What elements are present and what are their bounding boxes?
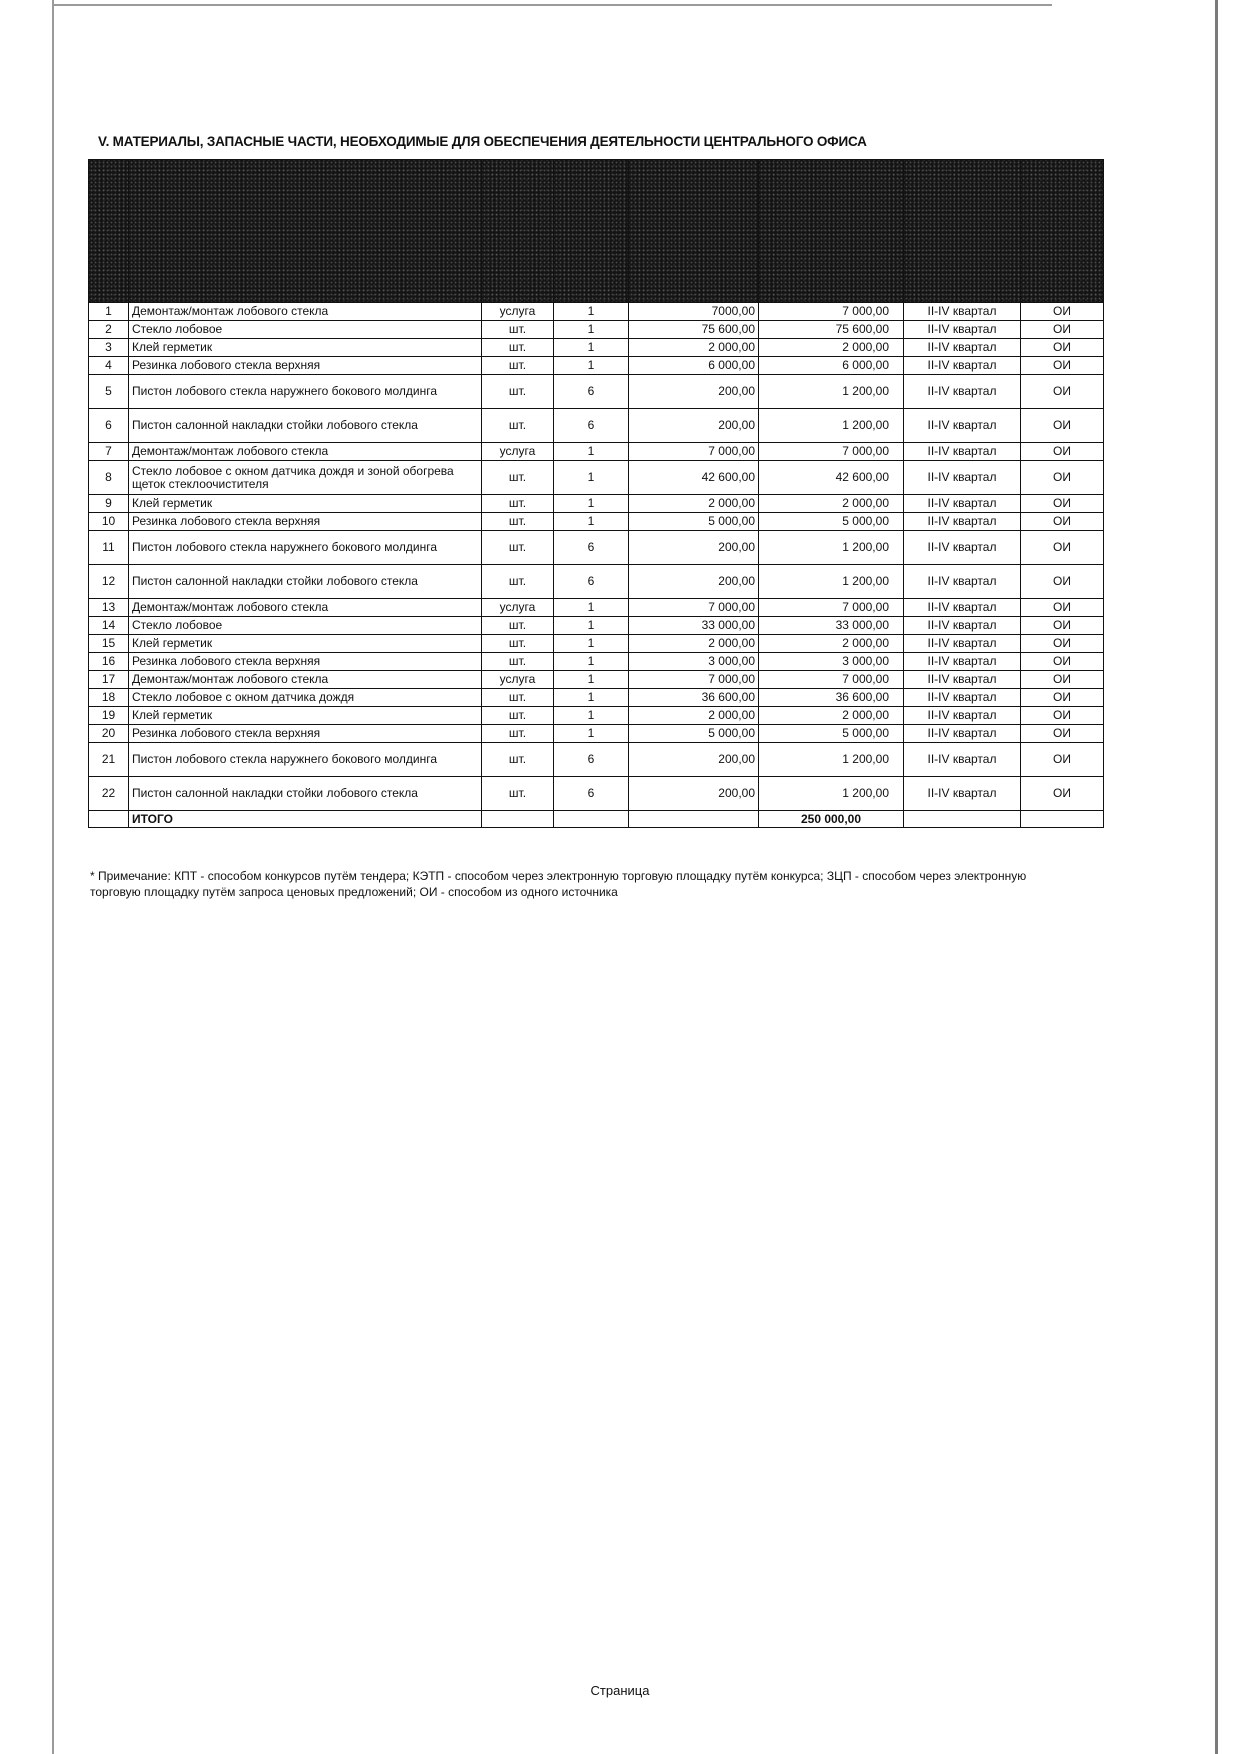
- price-cell: 200,00: [629, 531, 759, 565]
- price-cell: 3 000,00: [629, 653, 759, 671]
- unit-cell: шт.: [482, 357, 554, 375]
- table-row: [89, 461, 1104, 495]
- unit-cell: шт.: [482, 635, 554, 653]
- sum-cell: 2 000,00: [759, 707, 904, 725]
- price-cell: 6 000,00: [629, 357, 759, 375]
- item-name: Стекло лобовое: [129, 617, 482, 635]
- row-number: 16: [89, 653, 129, 671]
- item-name: Пистон лобового стекла наружнего бокового молдинга: [129, 375, 482, 409]
- quantity-cell: 1: [554, 303, 629, 321]
- method-cell: ОИ: [1021, 375, 1104, 409]
- method-cell: ОИ: [1021, 777, 1104, 811]
- method-cell: ОИ: [1021, 339, 1104, 357]
- empty-cell: [89, 811, 129, 828]
- quantity-cell: 1: [554, 617, 629, 635]
- unit-cell: услуга: [482, 443, 554, 461]
- item-name: Пистон салонной накладки стойки лобового стекла: [129, 565, 482, 599]
- sum-cell: 75 600,00: [759, 321, 904, 339]
- item-name: Стекло лобовое с окном датчика дождя и зоной обогрева щеток стеклоочистителя: [129, 461, 482, 495]
- period-cell: II-IV квартал: [904, 689, 1021, 707]
- period-cell: II-IV квартал: [904, 599, 1021, 617]
- period-cell: II-IV квартал: [904, 375, 1021, 409]
- quantity-cell: 1: [554, 671, 629, 689]
- unit-cell: шт.: [482, 409, 554, 443]
- row-number: 3: [89, 339, 129, 357]
- method-cell: ОИ: [1021, 409, 1104, 443]
- sum-cell: 1 200,00: [759, 531, 904, 565]
- item-name: Резинка лобового стекла верхняя: [129, 653, 482, 671]
- unit-cell: услуга: [482, 303, 554, 321]
- period-cell: II-IV квартал: [904, 461, 1021, 495]
- price-cell: 200,00: [629, 743, 759, 777]
- method-cell: ОИ: [1021, 599, 1104, 617]
- table-row: [89, 635, 1104, 653]
- sum-cell: 33 000,00: [759, 617, 904, 635]
- sum-cell: 1 200,00: [759, 409, 904, 443]
- sum-cell: 7 000,00: [759, 671, 904, 689]
- table-row: [89, 617, 1104, 635]
- unit-cell: шт.: [482, 653, 554, 671]
- price-cell: 200,00: [629, 777, 759, 811]
- table-row: [89, 375, 1104, 409]
- row-number: 14: [89, 617, 129, 635]
- sum-cell: 1 200,00: [759, 743, 904, 777]
- table-header-obscured: [89, 160, 1104, 303]
- table-row: [89, 531, 1104, 565]
- row-number: 20: [89, 725, 129, 743]
- price-cell: 5 000,00: [629, 513, 759, 531]
- method-cell: ОИ: [1021, 531, 1104, 565]
- quantity-cell: 6: [554, 777, 629, 811]
- table-row: [89, 443, 1104, 461]
- quantity-cell: 1: [554, 635, 629, 653]
- sum-cell: 42 600,00: [759, 461, 904, 495]
- item-name: Стекло лобовое с окном датчика дождя: [129, 689, 482, 707]
- item-name: Пистон салонной накладки стойки лобового стекла: [129, 777, 482, 811]
- table-row: [89, 565, 1104, 599]
- sum-cell: 2 000,00: [759, 495, 904, 513]
- quantity-cell: 1: [554, 513, 629, 531]
- scan-edge-top: [52, 4, 1052, 6]
- quantity-cell: 1: [554, 707, 629, 725]
- method-cell: ОИ: [1021, 443, 1104, 461]
- sum-cell: 5 000,00: [759, 513, 904, 531]
- quantity-cell: 6: [554, 565, 629, 599]
- sum-cell: 7 000,00: [759, 443, 904, 461]
- period-cell: II-IV квартал: [904, 357, 1021, 375]
- table-row: [89, 409, 1104, 443]
- quantity-cell: 1: [554, 443, 629, 461]
- method-cell: ОИ: [1021, 707, 1104, 725]
- unit-cell: шт.: [482, 725, 554, 743]
- table-row: [89, 743, 1104, 777]
- period-cell: II-IV квартал: [904, 671, 1021, 689]
- row-number: 13: [89, 599, 129, 617]
- item-name: Демонтаж/монтаж лобового стекла: [129, 671, 482, 689]
- row-number: 22: [89, 777, 129, 811]
- item-name: Клей герметик: [129, 495, 482, 513]
- period-cell: II-IV квартал: [904, 409, 1021, 443]
- method-cell: ОИ: [1021, 495, 1104, 513]
- item-name: Резинка лобового стекла верхняя: [129, 513, 482, 531]
- price-cell: 5 000,00: [629, 725, 759, 743]
- item-name: Пистон лобового стекла наружнего бокового молдинга: [129, 531, 482, 565]
- table-row: [89, 707, 1104, 725]
- unit-cell: шт.: [482, 707, 554, 725]
- period-cell: II-IV квартал: [904, 777, 1021, 811]
- row-number: 11: [89, 531, 129, 565]
- period-cell: II-IV квартал: [904, 531, 1021, 565]
- empty-cell: [904, 811, 1021, 828]
- period-cell: II-IV квартал: [904, 513, 1021, 531]
- item-name: Клей герметик: [129, 707, 482, 725]
- quantity-cell: 1: [554, 495, 629, 513]
- quantity-cell: 6: [554, 743, 629, 777]
- sum-cell: 36 600,00: [759, 689, 904, 707]
- item-name: Демонтаж/монтаж лобового стекла: [129, 599, 482, 617]
- method-cell: ОИ: [1021, 689, 1104, 707]
- unit-cell: шт.: [482, 743, 554, 777]
- period-cell: II-IV квартал: [904, 725, 1021, 743]
- table-row: [89, 671, 1104, 689]
- empty-cell: [1021, 811, 1104, 828]
- row-number: 18: [89, 689, 129, 707]
- table-row: [89, 339, 1104, 357]
- table-row: [89, 653, 1104, 671]
- sum-cell: 7 000,00: [759, 303, 904, 321]
- price-cell: 200,00: [629, 375, 759, 409]
- method-cell: ОИ: [1021, 321, 1104, 339]
- price-cell: 2 000,00: [629, 707, 759, 725]
- row-number: 2: [89, 321, 129, 339]
- item-name: Пистон салонной накладки стойки лобового стекла: [129, 409, 482, 443]
- period-cell: II-IV квартал: [904, 635, 1021, 653]
- unit-cell: шт.: [482, 531, 554, 565]
- method-cell: ОИ: [1021, 565, 1104, 599]
- row-number: 19: [89, 707, 129, 725]
- method-cell: ОИ: [1021, 513, 1104, 531]
- row-number: 1: [89, 303, 129, 321]
- table-row: [89, 303, 1104, 321]
- row-number: 7: [89, 443, 129, 461]
- unit-cell: шт.: [482, 461, 554, 495]
- method-cell: ОИ: [1021, 725, 1104, 743]
- item-name: Демонтаж/монтаж лобового стекла: [129, 303, 482, 321]
- unit-cell: шт.: [482, 375, 554, 409]
- method-cell: ОИ: [1021, 653, 1104, 671]
- period-cell: II-IV квартал: [904, 495, 1021, 513]
- price-cell: 2 000,00: [629, 339, 759, 357]
- period-cell: II-IV квартал: [904, 339, 1021, 357]
- row-number: 6: [89, 409, 129, 443]
- period-cell: II-IV квартал: [904, 617, 1021, 635]
- unit-cell: шт.: [482, 339, 554, 357]
- page-label: Страница: [590, 1683, 650, 1698]
- empty-cell: [482, 811, 554, 828]
- row-number: 15: [89, 635, 129, 653]
- price-cell: 200,00: [629, 565, 759, 599]
- price-cell: 75 600,00: [629, 321, 759, 339]
- unit-cell: шт.: [482, 565, 554, 599]
- unit-cell: шт.: [482, 513, 554, 531]
- item-name: Резинка лобового стекла верхняя: [129, 357, 482, 375]
- quantity-cell: 6: [554, 531, 629, 565]
- price-cell: 7 000,00: [629, 599, 759, 617]
- method-cell: ОИ: [1021, 743, 1104, 777]
- method-cell: ОИ: [1021, 671, 1104, 689]
- quantity-cell: 1: [554, 357, 629, 375]
- row-number: 17: [89, 671, 129, 689]
- row-number: 9: [89, 495, 129, 513]
- empty-cell: [629, 811, 759, 828]
- row-number: 12: [89, 565, 129, 599]
- unit-cell: шт.: [482, 495, 554, 513]
- quantity-cell: 1: [554, 725, 629, 743]
- price-cell: 200,00: [629, 409, 759, 443]
- sum-cell: 7 000,00: [759, 599, 904, 617]
- method-cell: ОИ: [1021, 617, 1104, 635]
- item-name: Резинка лобового стекла верхняя: [129, 725, 482, 743]
- total-sum: 250 000,00: [759, 811, 904, 828]
- row-number: 4: [89, 357, 129, 375]
- item-name: Клей герметик: [129, 339, 482, 357]
- period-cell: II-IV квартал: [904, 303, 1021, 321]
- method-cell: ОИ: [1021, 357, 1104, 375]
- table-row: [89, 777, 1104, 811]
- unit-cell: шт.: [482, 689, 554, 707]
- table-row: [89, 725, 1104, 743]
- sum-cell: 6 000,00: [759, 357, 904, 375]
- quantity-cell: 1: [554, 339, 629, 357]
- row-number: 8: [89, 461, 129, 495]
- method-cell: ОИ: [1021, 635, 1104, 653]
- row-number: 5: [89, 375, 129, 409]
- price-cell: 36 600,00: [629, 689, 759, 707]
- materials-table: [88, 159, 1104, 828]
- sum-cell: 3 000,00: [759, 653, 904, 671]
- total-row: [89, 811, 1104, 828]
- sum-cell: 1 200,00: [759, 375, 904, 409]
- unit-cell: шт.: [482, 777, 554, 811]
- quantity-cell: 1: [554, 689, 629, 707]
- method-cell: ОИ: [1021, 303, 1104, 321]
- scan-edge-right: [1215, 0, 1218, 1754]
- quantity-cell: 1: [554, 321, 629, 339]
- quantity-cell: 1: [554, 461, 629, 495]
- table-row: [89, 321, 1104, 339]
- quantity-cell: 6: [554, 409, 629, 443]
- quantity-cell: 1: [554, 599, 629, 617]
- price-cell: 2 000,00: [629, 635, 759, 653]
- table-row: [89, 513, 1104, 531]
- price-cell: 7 000,00: [629, 443, 759, 461]
- quantity-cell: 1: [554, 653, 629, 671]
- item-name: Пистон лобового стекла наружнего бокового молдинга: [129, 743, 482, 777]
- footnote: * Примечание: КПТ - способом конкурсов путём тендера; КЭТП - способом через электронную торговую площадку путём конкурса; ЗЦП - способом через электронную торговую площадку путём запроса ценовых предложений; ОИ - способом из одного источника: [90, 869, 1027, 899]
- unit-cell: услуга: [482, 671, 554, 689]
- unit-cell: шт.: [482, 617, 554, 635]
- table-row: [89, 357, 1104, 375]
- price-cell: 7 000,00: [629, 671, 759, 689]
- period-cell: II-IV квартал: [904, 565, 1021, 599]
- period-cell: II-IV квартал: [904, 743, 1021, 777]
- method-cell: ОИ: [1021, 461, 1104, 495]
- sum-cell: 2 000,00: [759, 635, 904, 653]
- table-row: [89, 495, 1104, 513]
- period-cell: II-IV квартал: [904, 321, 1021, 339]
- period-cell: II-IV квартал: [904, 443, 1021, 461]
- item-name: Клей герметик: [129, 635, 482, 653]
- price-cell: 42 600,00: [629, 461, 759, 495]
- sum-cell: 5 000,00: [759, 725, 904, 743]
- unit-cell: шт.: [482, 321, 554, 339]
- sum-cell: 2 000,00: [759, 339, 904, 357]
- period-cell: II-IV квартал: [904, 653, 1021, 671]
- price-cell: 33 000,00: [629, 617, 759, 635]
- table-row: [89, 599, 1104, 617]
- price-cell: 2 000,00: [629, 495, 759, 513]
- unit-cell: услуга: [482, 599, 554, 617]
- empty-cell: [554, 811, 629, 828]
- row-number: 10: [89, 513, 129, 531]
- period-cell: II-IV квартал: [904, 707, 1021, 725]
- item-name: Демонтаж/монтаж лобового стекла: [129, 443, 482, 461]
- price-cell: 7000,00: [629, 303, 759, 321]
- item-name: Стекло лобовое: [129, 321, 482, 339]
- document-title: V. МАТЕРИАЛЫ, ЗАПАСНЫЕ ЧАСТИ, НЕОБХОДИМЫЕ ДЛЯ ОБЕСПЕЧЕНИЯ ДЕЯТЕЛЬНОСТИ ЦЕНТРАЛЬНОГО ОФИСА: [98, 134, 867, 149]
- table-row: [89, 689, 1104, 707]
- quantity-cell: 6: [554, 375, 629, 409]
- sum-cell: 1 200,00: [759, 565, 904, 599]
- total-label: ИТОГО: [129, 811, 482, 828]
- row-number: 21: [89, 743, 129, 777]
- scan-edge-left: [52, 0, 54, 1754]
- sum-cell: 1 200,00: [759, 777, 904, 811]
